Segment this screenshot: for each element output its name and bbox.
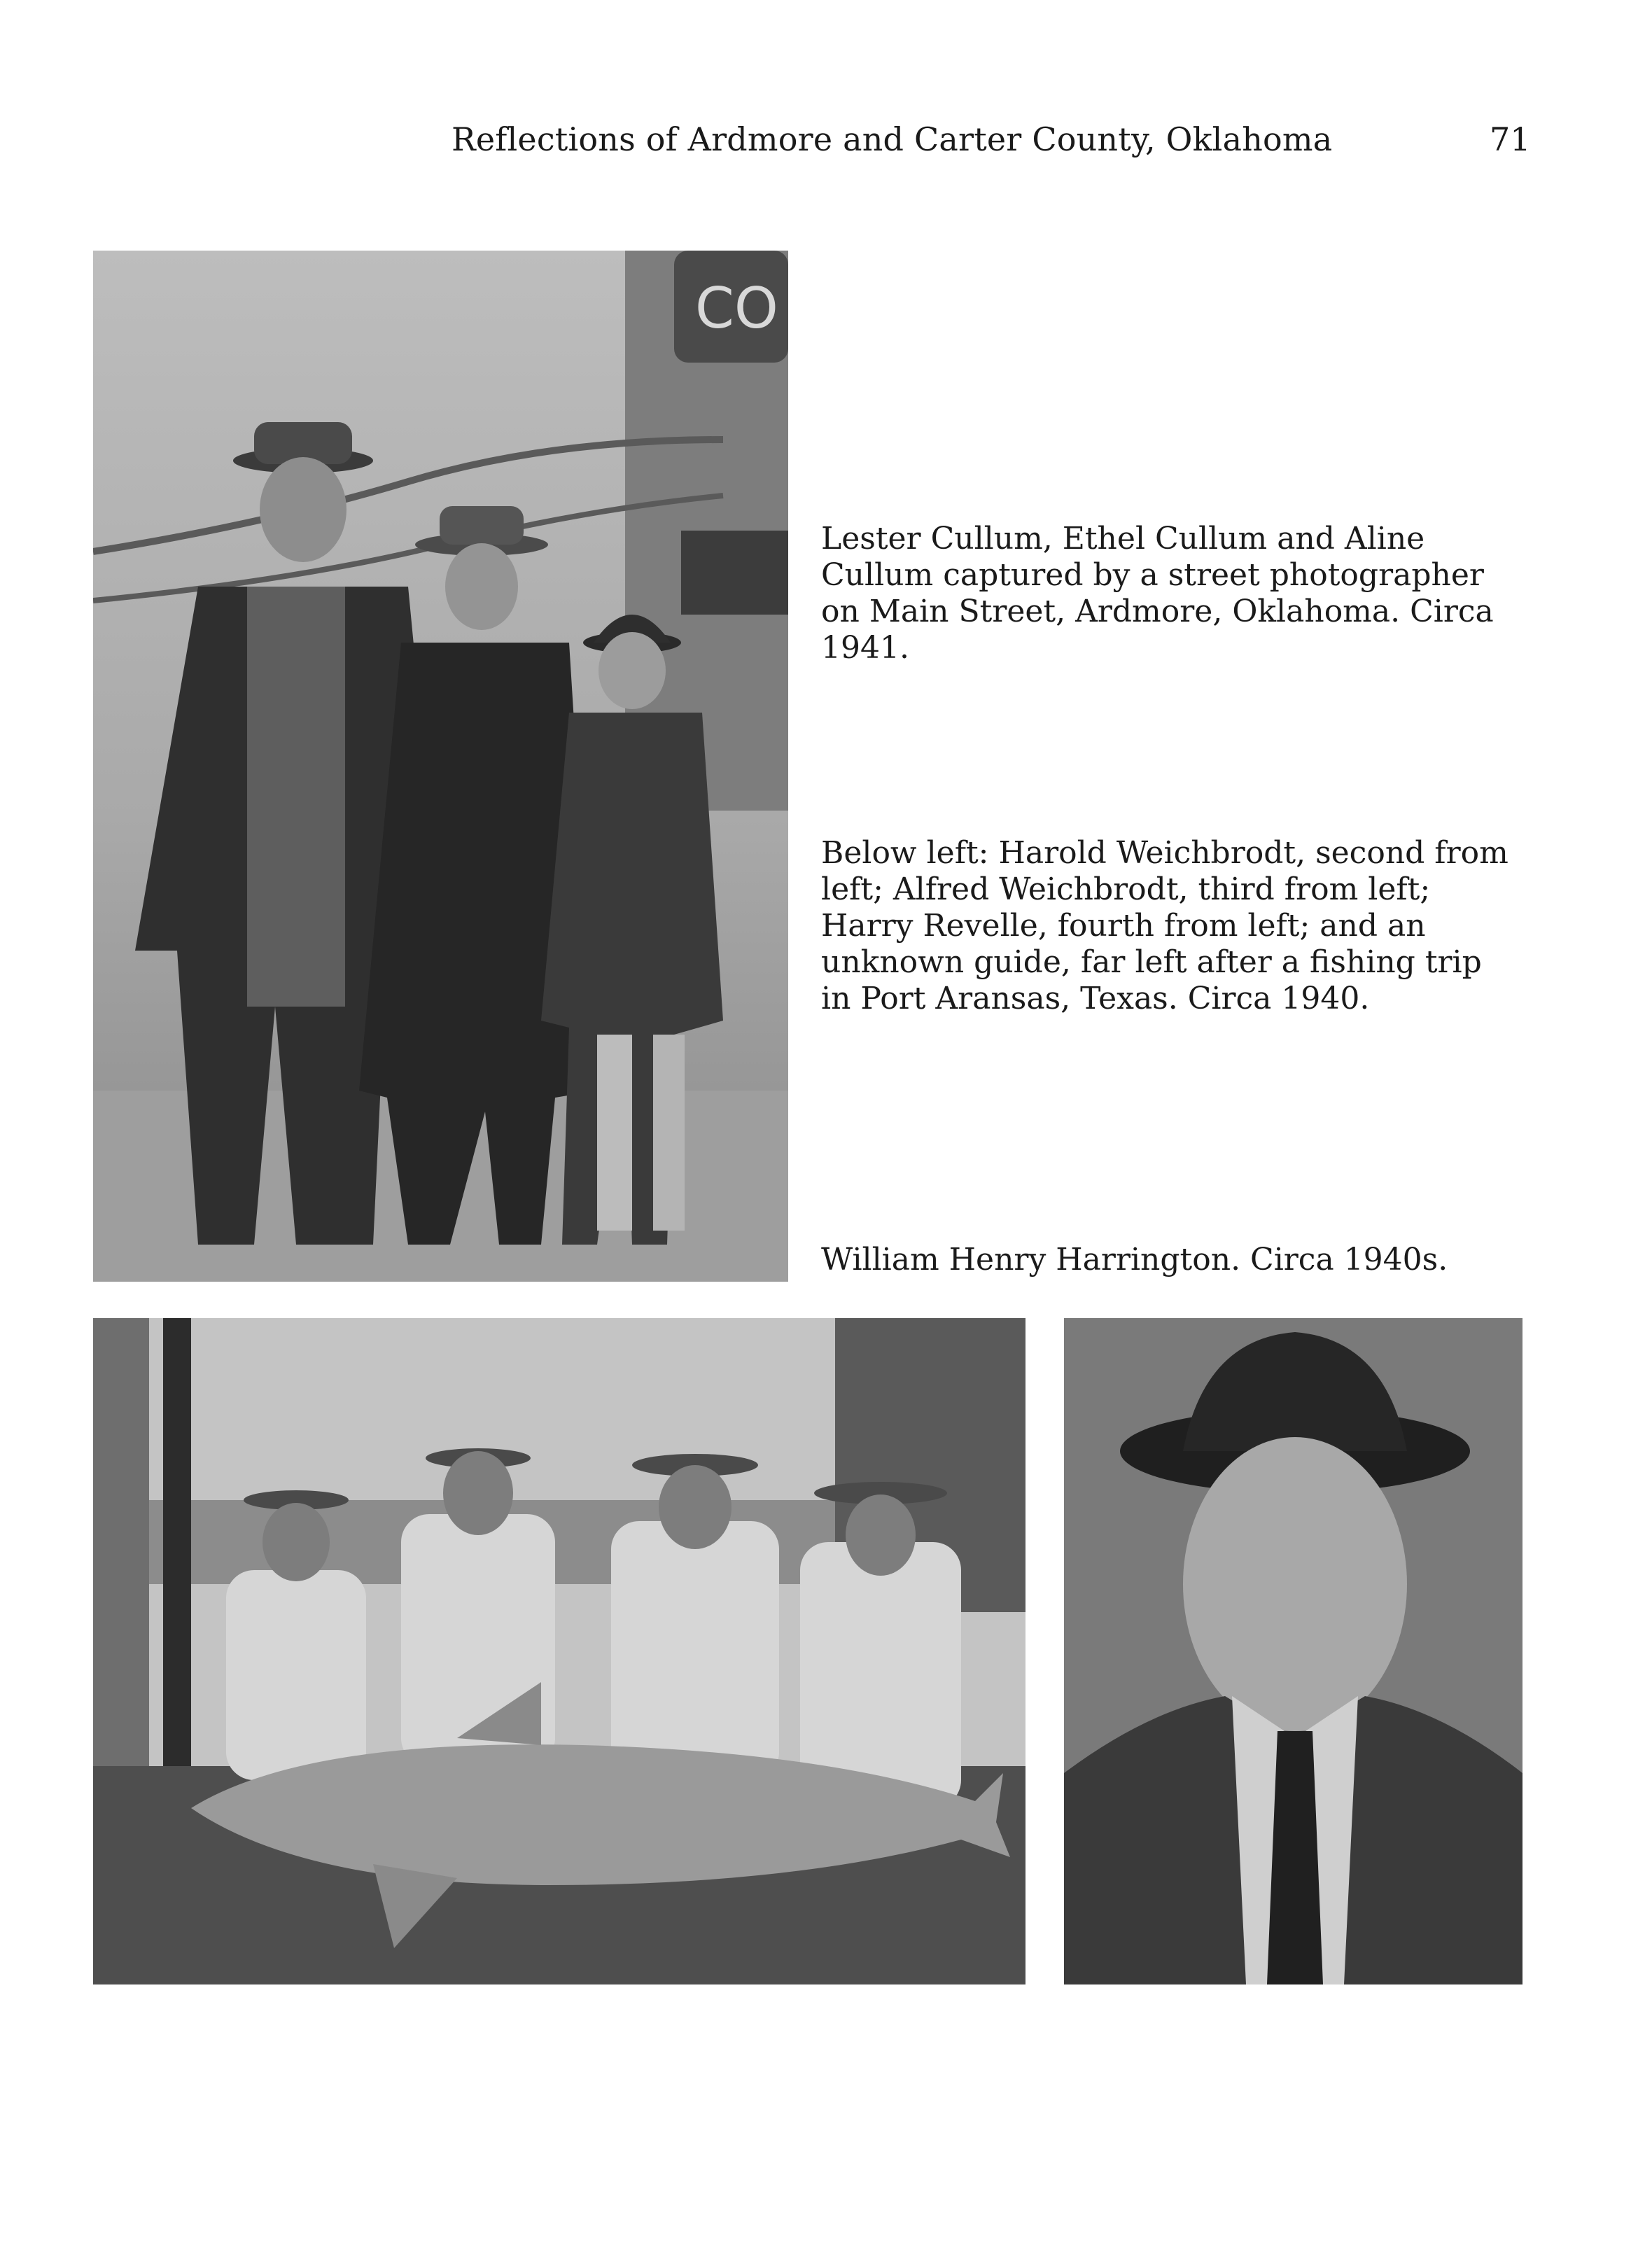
photo-harrington-portrait-image — [1064, 1318, 1522, 1984]
caption-harrington-portrait: William Henry Harrington. Circa 1940s. — [821, 1242, 1448, 1278]
running-header-title: Reflections of Ardmore and Carter County, Oklahoma — [451, 120, 1333, 158]
caption-cullum-family: Lester Cullum, Ethel Cullum and Aline Cullum captured by a street photographer on Main Street, Ardmore, Oklahoma. Circa 1941. — [821, 521, 1494, 666]
caption-fishing-trip: Below left: Harold Weichbrodt, second from left; Alfred Weichbrodt, third from left; Harry Revelle, fourth from left; and an unknown guide, far left after a fishing trip in Port Aransas, Texas. Circa 1940. — [821, 835, 1508, 1016]
page-number: 71 — [1490, 120, 1531, 158]
sign-letters: CO — [695, 276, 778, 341]
photo-fishing-trip-image — [93, 1318, 1026, 1984]
photo-cullum-family — [93, 251, 788, 1282]
photo-fishing-trip — [93, 1318, 1026, 1984]
photo-harrington-portrait — [1064, 1318, 1522, 1984]
photo-cullum-family-image — [93, 251, 788, 1282]
